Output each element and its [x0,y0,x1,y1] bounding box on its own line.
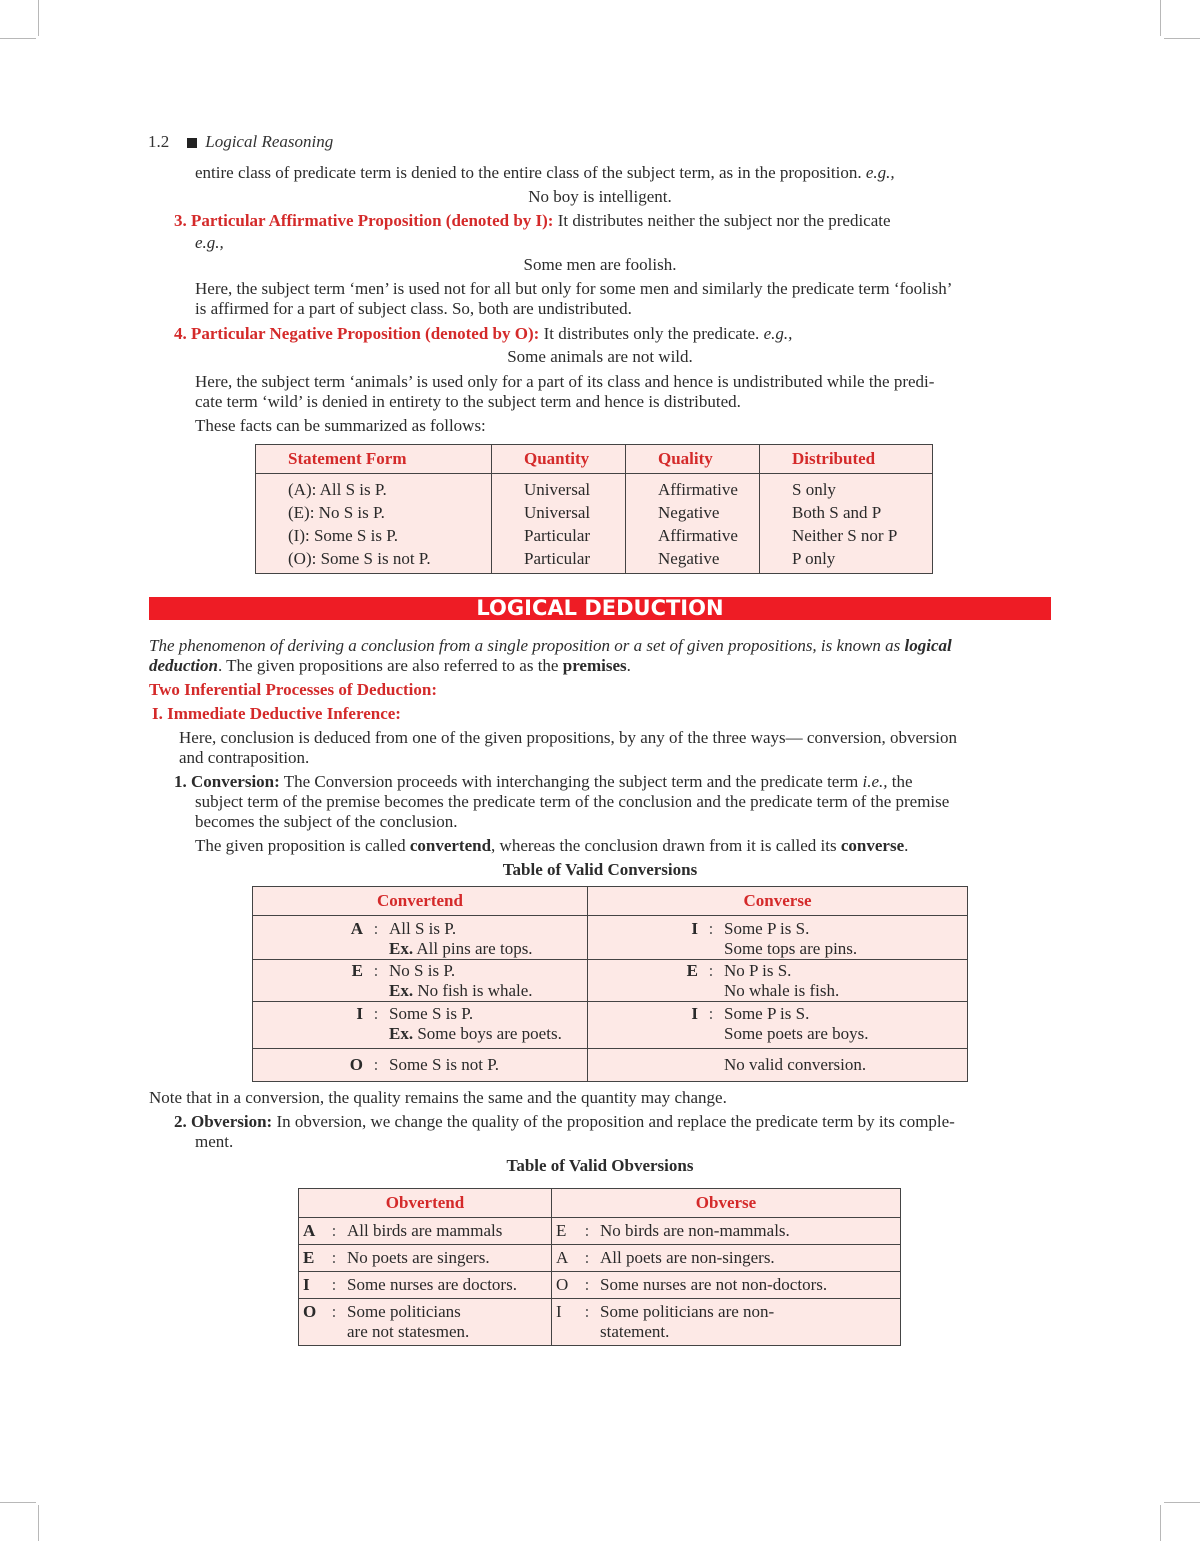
table-row: E : No poets are singers. A : All poets are non-singers. [299,1245,901,1272]
table-row: (E): No S is P. Universal Negative Both S and P [256,501,933,524]
summary-intro: These facts can be summarized as follows: [195,416,486,435]
conversion-line-3: becomes the subject of the conclusion. [195,812,458,831]
summary-table [255,444,933,574]
crop-mark [1160,1505,1161,1541]
item4-explain-2: cate term ‘wild’ is denied in entirety to the subject term and hence is distributed. [195,392,741,411]
book-title: Logical Reasoning [205,132,334,151]
intro-example: No boy is intelligent. [528,187,672,206]
conversion-table [252,886,968,1082]
table-row: A : All S is P. Ex. All pins are tops. I : Some P is S. Some tops are pins. [253,916,968,960]
square-bullet-icon [187,138,197,148]
page-number: 1.2 [148,132,170,151]
header-statement-form: Statement Form [256,445,492,474]
obversion-table-title: Table of Valid Obversions [506,1156,694,1175]
obversion-line-2: ment. [195,1132,234,1151]
header-quantity: Quantity [492,445,626,474]
table-row: E : No S is P. Ex. No fish is whale. E : No P is S. No whale is fish. [253,960,968,1002]
crop-mark [1164,1502,1200,1503]
table-row: (I): Some S is P. Particular Affirmative Neither S nor P [256,524,933,547]
item4-example: Some animals are not wild. [507,347,693,366]
two-processes-heading: Two Inferential Processes of Deduction: [149,680,438,699]
item3-explain-2: is affirmed for a part of subject class. So, both are undistributed. [195,299,632,318]
running-head [148,132,333,152]
crop-mark [1164,38,1200,39]
header-obvertend: Obvertend [299,1189,552,1218]
conversion-given: The given proposition is called convertend, whereas the conclusion drawn from it is called its converse. [195,836,909,855]
item3-eg: e.g., [195,233,224,252]
item4-line: 4. Particular Negative Proposition (denoted by O): It distributes only the predicate. e.g., [174,324,793,343]
summary-header-row [256,445,933,474]
table-row: (O): Some S is not P. Particular Negative P only [256,547,933,574]
crop-mark [0,38,36,39]
conversion-header-row [253,887,968,916]
immediate-text-1: Here, conclusion is deduced from one of the given propositions, by any of the three ways— conversion, obversion [179,728,958,747]
immediate-heading: I. Immediate Deductive Inference: [152,704,401,723]
crop-mark [38,1505,39,1541]
table-row: I : Some S is P. Ex. Some boys are poets. I : Some P is S. Some poets are boys. [253,1002,968,1049]
crop-mark [0,1502,36,1503]
item4-heading: 4. Particular Negative Proposition (denoted by O): [174,324,540,343]
crop-mark [38,0,39,36]
obversion-line-1: 2. Obversion: In obversion, we change the quality of the proposition and replace the predicate term by its comple- [174,1112,955,1131]
table-row: O : Some politicians are not statesmen. I : Some politicians are non- statement. [299,1299,901,1346]
deduction-paragraph: The phenomenon of deriving a conclusion from a single proposition or a set of given propositions, is known as logical deduction. The given propositions are also referred to as the premises. [149,636,952,675]
table-row: O : Some S is not P. No valid conversion. [253,1049,968,1082]
header-obverse: Obverse [552,1189,901,1218]
obversion-table [298,1188,901,1346]
item3-heading: 3. Particular Affirmative Proposition (denoted by I): [174,211,554,230]
header-converse: Converse [588,887,968,916]
conversion-line-1: 1. Conversion: The Conversion proceeds with interchanging the subject term and the predicate term i.e., the [174,772,913,791]
crop-mark [1160,0,1161,36]
intro-line: entire class of predicate term is denied to the entire class of the subject term, as in the proposition. e.g., [195,163,895,182]
conversion-line-2: subject term of the premise becomes the predicate term of the conclusion and the predicate term of the premise [195,792,950,811]
table-row: I : Some nurses are doctors. O : Some nurses are not non-doctors. [299,1272,901,1299]
section-banner: LOGICAL DEDUCTION [149,597,1051,620]
obversion-header-row [299,1189,901,1218]
immediate-text-2: and contraposition. [179,748,310,767]
table-row: A : All birds are mammals E : No birds are non-mammals. [299,1218,901,1245]
item3-line: 3. Particular Affirmative Proposition (denoted by I): It distributes neither the subject nor the predicate [174,211,891,230]
conversion-note: Note that in a conversion, the quality remains the same and the quantity may change. [149,1088,727,1107]
item4-explain-1: Here, the subject term ‘animals’ is used only for a part of its class and hence is undistributed while the predi- [195,372,935,391]
header-convertend: Convertend [253,887,588,916]
conversion-table-title: Table of Valid Conversions [502,860,698,879]
table-row: (A): All S is P. Universal Affirmative S only [256,474,933,502]
header-quality: Quality [626,445,760,474]
conversion-label: 1. Conversion: [174,772,280,791]
obversion-label: 2. Obversion: [174,1112,273,1131]
item3-explain-1: Here, the subject term ‘men’ is used not for all but only for some men and similarly the predicate term ‘foolish’ [195,279,953,298]
header-distributed: Distributed [760,445,933,474]
item3-example: Some men are foolish. [523,255,677,274]
